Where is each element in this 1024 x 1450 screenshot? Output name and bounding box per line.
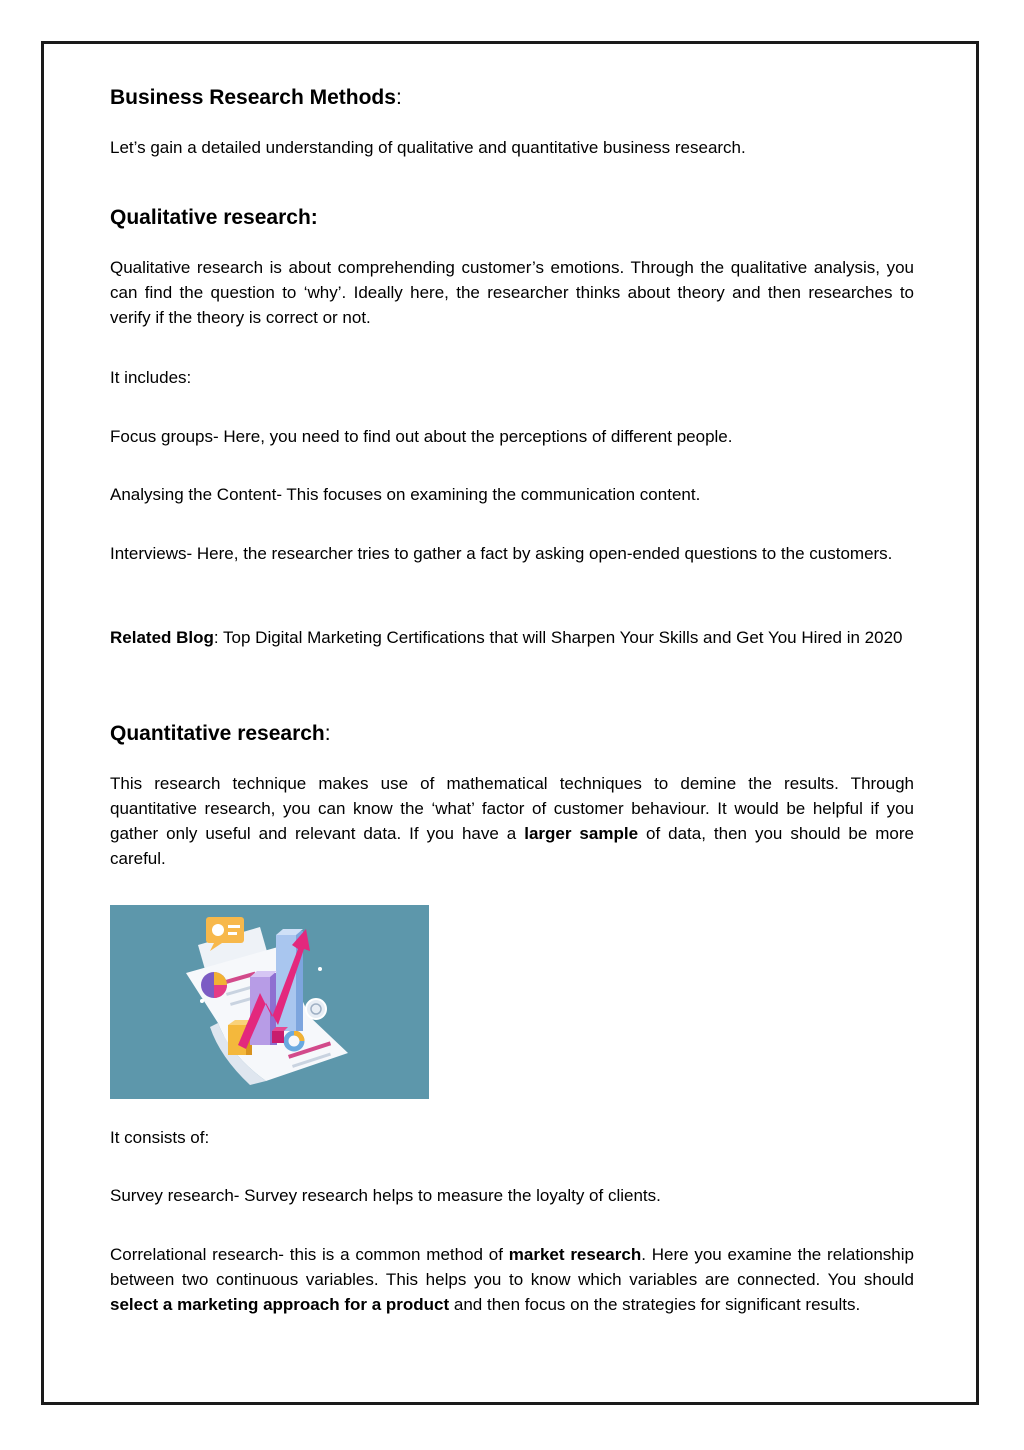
includes-label: It includes: [110,368,192,387]
focus-groups-item: Focus groups- Here, you need to find out about the perceptions of different people. [110,427,733,446]
quantitative-description: This research technique makes use of mathematical techniques to demine the results. Through quantitative research, you can know the ‘what’ factor of customer behaviour. It would be helpful if you gather only useful and relevant data. If you have a larger sample of data, then you should be more careful. [110,774,914,868]
related-blog-label: Related Blog [110,628,214,647]
larger-sample-emphasis: larger sample [524,824,639,843]
marketing-approach-emphasis: select a marketing approach for a product [110,1295,450,1314]
related-blog [110,625,914,650]
qualitative-description: Qualitative research is about comprehending customer’s emotions. Through the qualitative analysis, you can find the question to ‘why’. Ideally here, the researcher thinks about theory and then researches to verify if the theory is correct or not. [110,258,914,327]
quantitative-heading: Quantitative research: [110,722,331,745]
business-intro-text: Let’s gain a detailed understanding of qualitative and quantitative business research. [110,138,746,157]
market-research-emphasis: market research [508,1245,642,1264]
interviews-item: Interviews- Here, the researcher tries to gather a fact by asking open-ended questions to the customers. [110,544,893,563]
related-blog-text: : Top Digital Marketing Certifications that will Sharpen Your Skills and Get You Hired in 2020 [213,628,903,647]
survey-research-item: Survey research- Survey research helps to measure the loyalty of clients. [110,1186,661,1205]
qualitative-heading: Qualitative research: [110,206,318,229]
content-analysis-item: Analysing the Content- This focuses on examining the communication content. [110,485,701,504]
consists-label: It consists of: [110,1128,210,1147]
analytics-illustration-icon [110,905,429,1099]
business-research-heading: Business Research Methods: [110,86,402,109]
correlational-research-item: Correlational research- this is a common method of market research. Here you examine the relationship between two continuous variables. This helps you to know which variables are connected. You should select a marketing approach for a product and then focus on the strategies for significant results. [110,1245,914,1314]
